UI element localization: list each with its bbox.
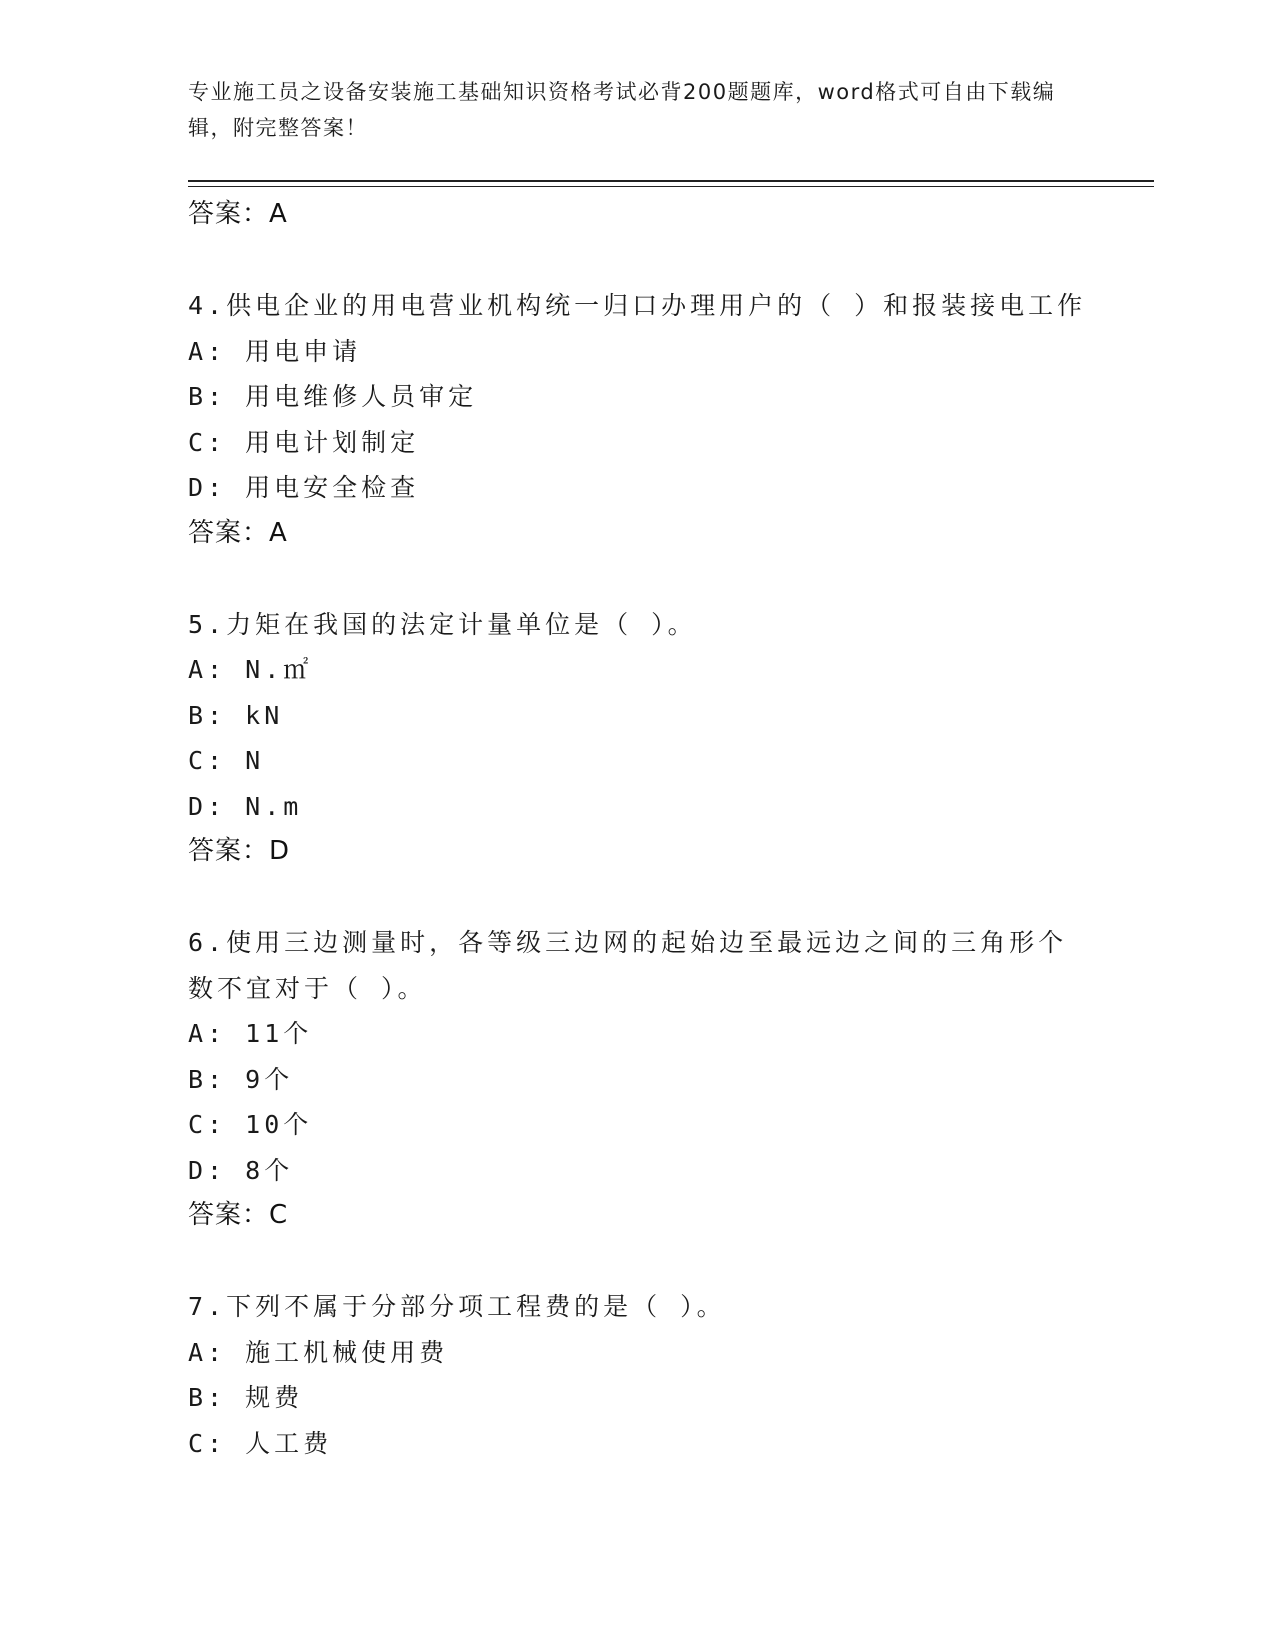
spacer	[188, 875, 1148, 921]
spacer	[188, 1239, 1148, 1285]
option-a: A: 施工机械使用费	[188, 1337, 449, 1367]
spacer	[188, 238, 1148, 284]
spacer	[188, 556, 1148, 602]
question-stem: 5.力矩在我国的法定计量单位是（ ）。	[188, 609, 697, 639]
answer: 答案：D	[188, 836, 291, 866]
option-b: B: 9个	[188, 1064, 294, 1094]
option-a: A: 用电申请	[188, 336, 362, 366]
question-block	[188, 1284, 1148, 1466]
option-c: C: N	[188, 746, 265, 775]
option-c: C: 用电计划制定	[188, 427, 420, 457]
answer: 答案：C	[188, 1200, 289, 1230]
option-a: A: N.㎡	[188, 655, 313, 684]
question-stem: 6.使用三边测量时，各等级三边网的起始边至最远边之间的三角形个数不宜对于（ ）。	[188, 928, 1068, 1003]
question-block	[188, 283, 1148, 556]
option-d: D: 8个	[188, 1155, 294, 1185]
option-b: B: kN	[188, 700, 284, 730]
document-header: 专业施工员之设备安装施工基础知识资格考试必背200题题库，word格式可自由下载编辑，附完整答案！	[188, 80, 1056, 140]
option-b: B: 用电维修人员审定	[188, 382, 478, 411]
question-block	[188, 602, 1148, 875]
option-b: B: 规费	[188, 1383, 304, 1412]
answer-prev: 答案：A	[188, 199, 288, 229]
question-stem: 4.供电企业的用电营业机构统一归口办理用户的（ ）和报装接电工作	[188, 291, 1087, 320]
option-a: A: 11个	[188, 1019, 313, 1048]
option-d: D: N.m	[188, 791, 303, 821]
header-rule-thick	[188, 180, 1154, 182]
question-stem: 7.下列不属于分部分项工程费的是（ ）。	[188, 1292, 726, 1321]
question-block	[188, 920, 1148, 1239]
option-c: C: 人工费	[188, 1428, 333, 1458]
document-body	[188, 192, 1148, 1466]
header-rule-thin	[188, 186, 1154, 187]
answer: 答案：A	[188, 517, 288, 548]
option-d: D: 用电安全检查	[188, 473, 420, 502]
option-c: C: 10个	[188, 1110, 313, 1139]
